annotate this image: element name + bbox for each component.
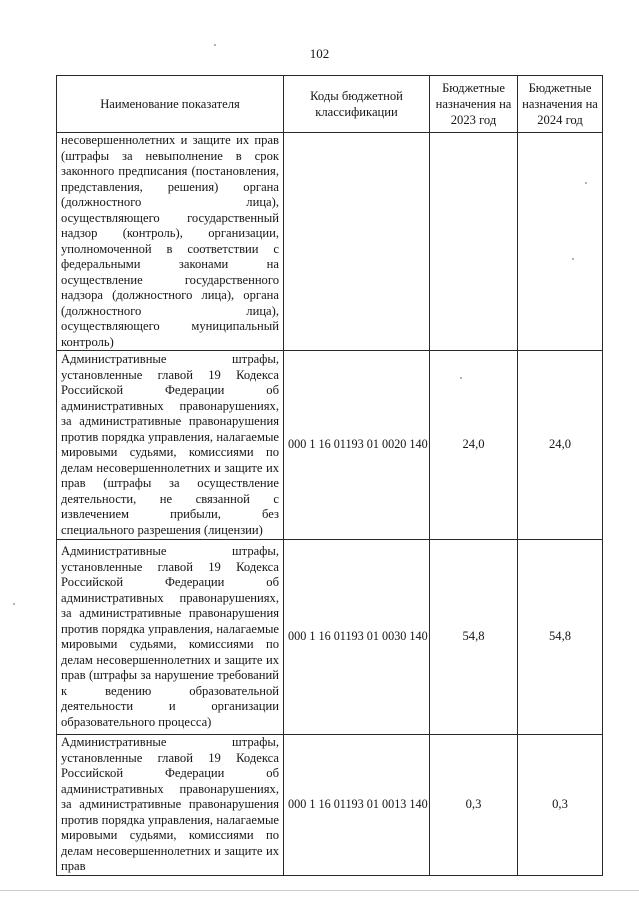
header-year-2023: Бюджетные назначения на 2023 год: [430, 76, 518, 133]
row-value-2024: 0,3: [518, 735, 603, 876]
row-code: 000 1 16 01193 01 0013 140: [284, 735, 430, 876]
row-value-2024: 24,0: [518, 351, 603, 540]
scan-speck: [214, 44, 216, 46]
scan-speck: [572, 258, 574, 260]
scan-speck: [460, 377, 462, 379]
scan-speck: [585, 182, 587, 184]
row-code: 000 1 16 01193 01 0020 140: [284, 351, 430, 540]
row-name: Административные штрафы, установленные главой 19 Кодекса Российской Федерации об административных правонарушениях, за административные правонарушения против порядка управления, налагаемые мировыми судьями, комиссиями по делам несовершеннолетних и защите их прав: [57, 735, 284, 876]
row-value-2024: 54,8: [518, 540, 603, 735]
row-name: Административные штрафы, установленные главой 19 Кодекса Российской Федерации об административных правонарушениях, за административные правонарушения против порядка управления, налагаемые мировыми судьями, комиссиями по делам несовершеннолетних и защите их прав (штрафы за осуществление деятельности, не связанной с извлечением прибыли, без специального разрешения (лицензии): [57, 351, 284, 540]
budget-table: [56, 75, 603, 876]
row-value-2023: 24,0: [430, 351, 518, 540]
page-number: 102: [309, 46, 330, 61]
row-name: Административные штрафы, установленные главой 19 Кодекса Российской Федерации об административных правонарушениях, за административные правонарушения против порядка управления, налагаемые мировыми судьями, комиссиями по делам несовершеннолетних и защите их прав (штрафы за нарушение требований к ведению образовательной деятельности и организации образовательного процесса): [57, 540, 284, 735]
row-value-2023: [430, 133, 518, 351]
header-year-2024: Бюджетные назначения на 2024 год: [518, 76, 603, 133]
row-value-2023: 0,3: [430, 735, 518, 876]
scan-speck: [13, 603, 15, 605]
row-name: несовершеннолетних и защите их прав (штрафы за невыполнение в срок законного предписания (постановления, представления, решения) органа (должностного лица), осуществляющего государственный надзор (контроль), организации, уполномоченной в соответствии с федеральными законами на осуществление государственного надзора (должностного лица), органа (должностного лица), осуществляющего муниципальный контроль): [57, 133, 284, 351]
header-code: Коды бюджетной классификации: [284, 76, 430, 133]
table-row: [57, 735, 603, 876]
row-code: [284, 133, 430, 351]
table-row: [57, 540, 603, 735]
table-row: [57, 133, 603, 351]
scan-bottom-edge: [0, 890, 639, 891]
row-value-2023: 54,8: [430, 540, 518, 735]
table-row: [57, 351, 603, 540]
row-value-2024: [518, 133, 603, 351]
header-name: Наименование показателя: [57, 76, 284, 133]
table-header-row: [57, 76, 603, 133]
row-code: 000 1 16 01193 01 0030 140: [284, 540, 430, 735]
